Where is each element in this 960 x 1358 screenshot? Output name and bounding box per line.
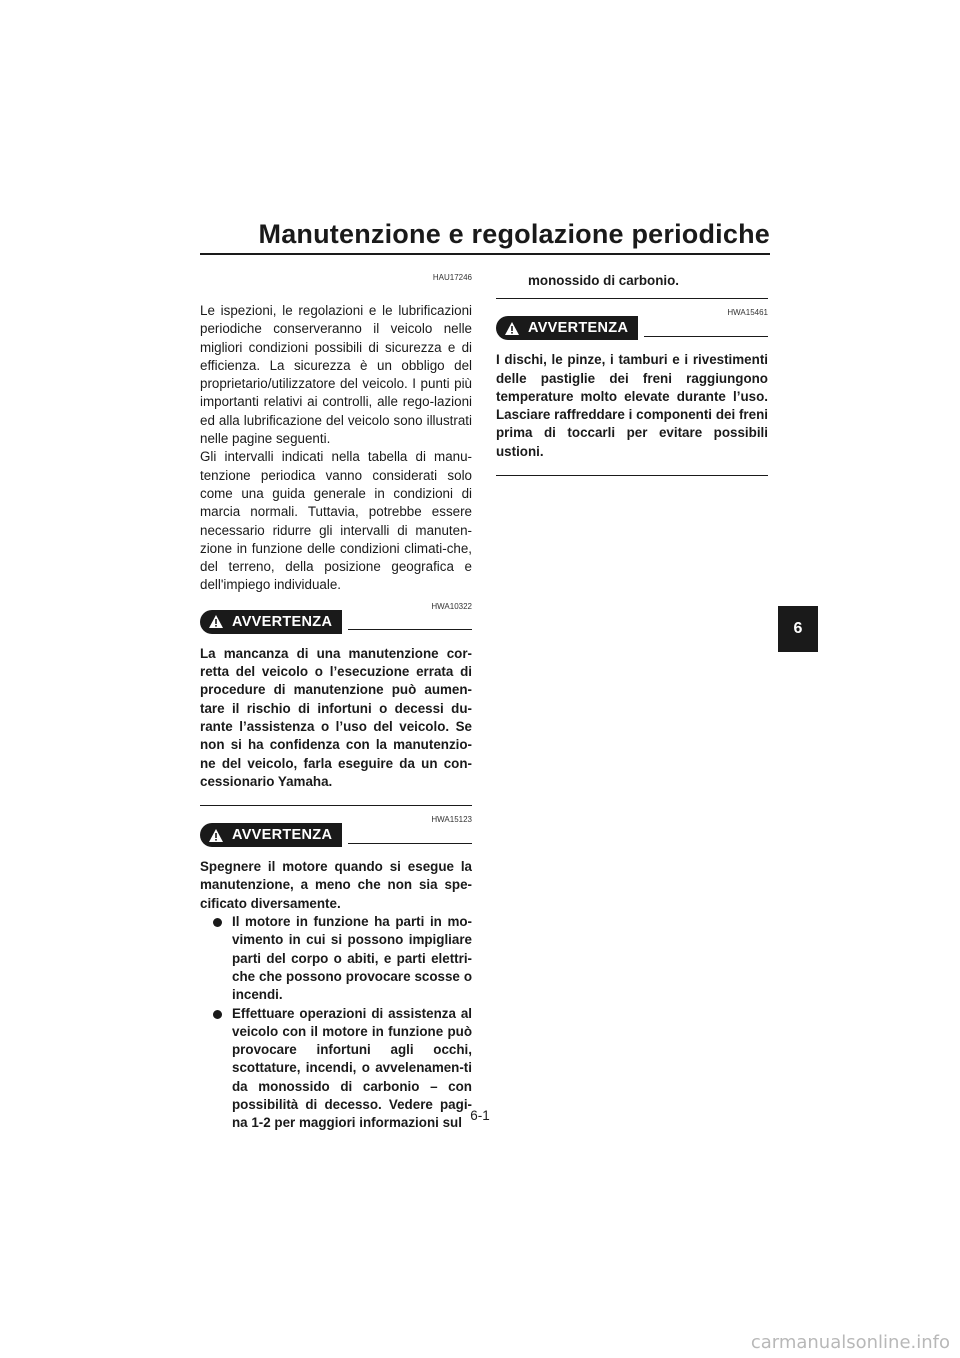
warning-header-rule bbox=[644, 336, 768, 337]
warning-triangle-icon bbox=[208, 614, 224, 629]
warning-end-rule bbox=[200, 805, 472, 806]
warning-code: HWA15123 bbox=[431, 815, 472, 825]
bullet-text: Effettuare operazioni di assistenza al veicolo con il motore in funzione può provocare infortuni agli occhi, scottature, incendi, o avvelenamen-ti da monossido di carbonio – con possibilità di decesso. Vedere pagi-na 1-2 per maggiori informazioni sul bbox=[232, 1005, 472, 1131]
right-column bbox=[496, 272, 768, 486]
warning-text: La mancanza di una manutenzione cor-retta del veicolo o l’esecuzione errata di procedure di manutenzione può aumen-tare il rischio di infortuni o decessi du-rante l’assistenza o l’uso del veicolo. Se non si ha confidenza con la manutenzio-ne del veicolo, farla eseguire da un con-cessionario Yamaha. bbox=[200, 645, 472, 789]
warning-end-rule bbox=[496, 298, 768, 299]
intro-paragraph-2: Gli intervalli indicati nella tabella di manu-tenzione periodica vanno considerati solo come una guida generale in condizioni di marcia normali. Tuttavia, potrebbe essere necessario ridurre gli intervalli di manuten-zione in funzione delle condizioni climati-che, del terreno, della posizione geografica e dell'impiego individuale. bbox=[200, 449, 472, 593]
page-number: 6-1 bbox=[470, 1108, 490, 1123]
list-item bbox=[200, 1005, 472, 1133]
bullet-text: Il motore in funzione ha parti in mo-vimento in cui si possono impigliare parti del corpo o abiti, e parti elettri-che che possono provocare scosse o incendi. bbox=[232, 914, 472, 1003]
warning-label: AVVERTENZA bbox=[232, 613, 333, 630]
list-item bbox=[200, 913, 472, 1004]
intro-paragraph-1: Le ispezioni, le regolazioni e le lubrificazioni periodiche conserveranno il veicolo nelle migliori condizioni possibili di sicurezza e di efficienza. La sicurezza è un obbligo del proprietario/utilizzatore del veicolo. I punti più importanti relativi ai controlli, alle rego-lazioni ed alla lubrificazione del veicolo sono illustrati nelle pagine seguenti. bbox=[200, 303, 472, 447]
warning-badge bbox=[200, 610, 342, 634]
warning-triangle-icon bbox=[504, 321, 520, 336]
warning-code: HWA15461 bbox=[727, 308, 768, 318]
warning-code: HWA10322 bbox=[431, 601, 472, 611]
warning-header bbox=[200, 822, 472, 848]
warning-header bbox=[496, 315, 768, 341]
warning-label: AVVERTENZA bbox=[232, 827, 333, 844]
warning-triangle-icon bbox=[208, 828, 224, 843]
left-column bbox=[200, 272, 472, 1133]
page-title: Manutenzione e regolazione periodiche bbox=[258, 219, 770, 249]
warning-badge bbox=[496, 316, 638, 340]
section-code: HAU17246 bbox=[432, 273, 472, 282]
warning-bullet-list bbox=[200, 913, 472, 1133]
warning-header-rule bbox=[348, 843, 472, 844]
bullet-dot-icon bbox=[213, 918, 222, 927]
chapter-tab: 6 bbox=[778, 606, 818, 652]
warning-badge bbox=[200, 823, 342, 847]
warning-text: I dischi, le pinze, i tamburi e i rivestimenti delle pastiglie dei freni raggiungono temperature molto elevate durante l’uso. Lasciare raffreddare i componenti dei freni prima di toccarli per evitare possibili ustioni. bbox=[496, 352, 768, 459]
bullet-continuation: monossido di carbonio. bbox=[528, 273, 680, 288]
title-rule bbox=[200, 253, 770, 255]
warning-end-rule bbox=[496, 475, 768, 476]
warning-intro: Spegnere il motore quando si esegue la manutenzione, a meno che non sia spe-cificato diversamente. bbox=[200, 859, 472, 911]
bullet-dot-icon bbox=[213, 1010, 222, 1019]
warning-label: AVVERTENZA bbox=[528, 320, 629, 337]
watermark: carmanualsonline.info bbox=[750, 1332, 950, 1353]
warning-header-rule bbox=[348, 629, 472, 630]
